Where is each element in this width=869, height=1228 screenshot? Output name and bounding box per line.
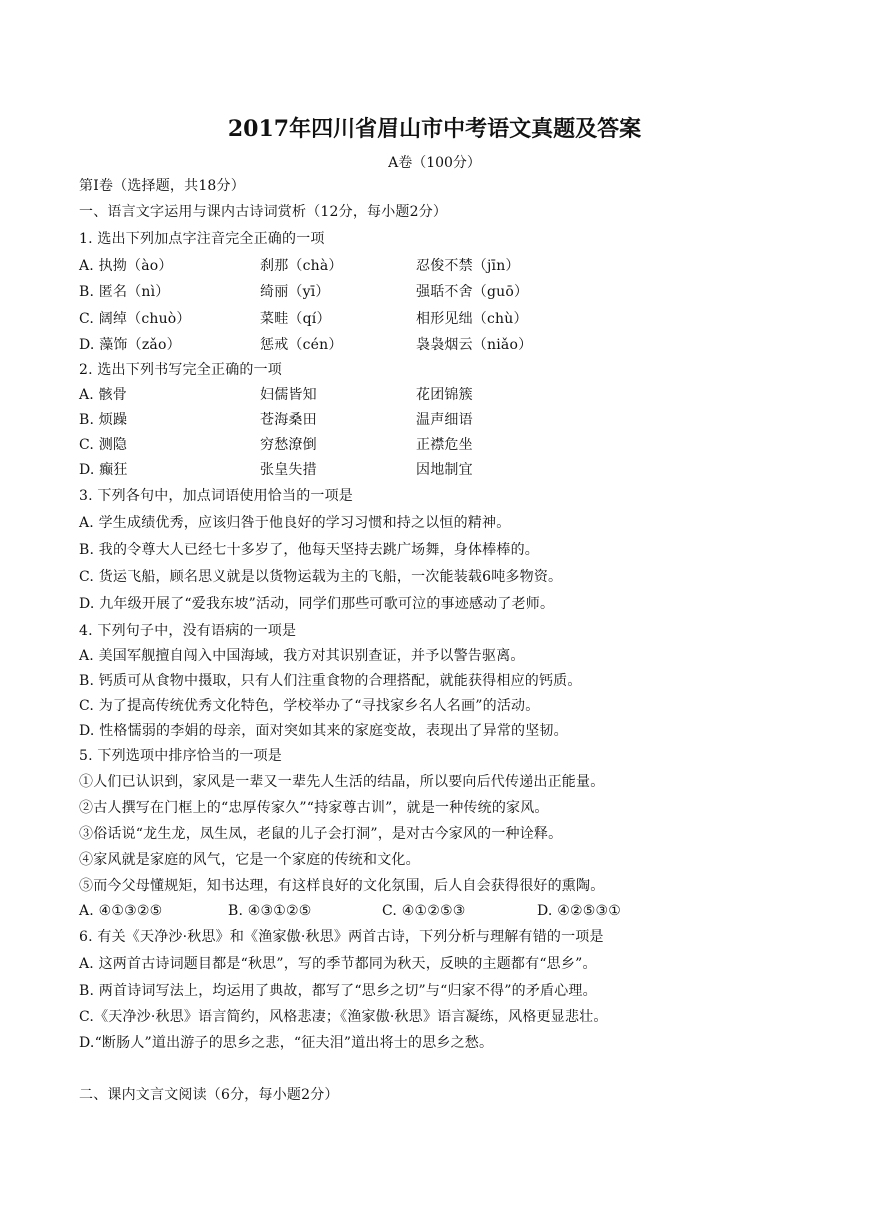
sentence-item: ④家风就是家庭的风气，它是一个家庭的传统和文化。 [79,852,420,868]
option-cell: A. 执拗（ào） [79,258,173,274]
option-cell: C. 测隐 [79,437,128,453]
option-cell: A. 骸骨 [79,387,128,403]
option-cell: 花团锦簇 [416,387,473,403]
option-cell: 绮丽（yī） [260,284,330,300]
option-cell: 相形见绌（chù） [416,311,528,327]
sentence-item: ①人们已认识到，家风是一辈又一辈先人生活的结晶，所以要向后代传递出正能量。 [79,774,605,790]
option-line: D. 九年级开展了“爱我东坡”活动，同学们那些可歌可泣的事迹感动了老师。 [79,596,555,612]
option-cell: 正襟危坐 [416,437,473,453]
option-cell: D. 癫狂 [79,462,128,478]
question-stem: 6. 有关《天净沙·秋思》和《渔家傲·秋思》两首古诗，下列分析与理解有错的一项是 [79,929,604,945]
option-cell: 刹那（chà） [260,258,343,274]
option-line: B. 我的令尊大人已经七十多岁了，他每天坚持去跳广场舞，身体棒棒的。 [79,542,539,558]
question-stem: 3. 下列各句中，加点词语使用恰当的一项是 [79,488,354,504]
part-heading: 二、课内文言文阅读（6分，每小题2分） [79,1087,339,1103]
question-stem: 5. 下列选项中排序恰当的一项是 [79,748,283,764]
document-title: 2017年四川省眉山市中考语文真题及答案 [227,116,642,142]
section-heading: 第Ⅰ卷（选择题，共18分） [79,178,245,194]
option-line: B. 钙质可从食物中摄取，只有人们注重食物的合理搭配，就能获得相应的钙质。 [79,673,582,689]
option-line: D.“断肠人”道出游子的思乡之悲，“征夫泪”道出将士的思乡之愁。 [79,1035,494,1051]
option-cell: A. ④①③②⑤ [79,903,163,919]
option-line: A. 这两首古诗词题目都是“秋思”，写的季节都同为秋天，反映的主题都有“思乡”。 [79,956,597,972]
option-cell: 菜畦（qí） [260,311,331,327]
option-cell: B. 匿名（nì） [79,284,170,300]
option-cell: 苍海桑田 [260,412,317,428]
option-line: B. 两首诗词写法上，均运用了典故，都写了“思乡之切”与“归家不得”的矛盾心理。 [79,983,597,999]
option-line: D. 性格懦弱的李娟的母亲，面对突如其来的家庭变故，表现出了异常的坚韧。 [79,723,568,739]
option-cell: 张皇失措 [260,462,317,478]
option-line: C. 货运飞船，顾名思义就是以货物运载为主的飞船，一次能装载6吨多物资。 [79,569,563,585]
sentence-item: ②古人撰写在门框上的“忠厚传家久”“持家尊古训”，就是一种传统的家风。 [79,800,549,816]
option-line: C.《天净沙·秋思》语言简约，风格悲凄；《渔家傲·秋思》语言凝练，风格更显悲壮。 [79,1009,608,1025]
sentence-item: ③俗话说“龙生龙，凤生凤，老鼠的儿子会打洞”，是对古今家风的一种诠释。 [79,826,563,842]
option-cell: 妇儒皆知 [260,387,317,403]
sentence-item: ⑤而今父母懂规矩，知书达理，有这样良好的文化氛围，后人自会获得很好的熏陶。 [79,878,605,894]
document-subtitle: A卷（100分） [388,155,481,171]
option-cell: 穷愁潦倒 [260,437,317,453]
option-cell: D. ④②⑤③① [537,903,621,919]
option-cell: C. ④①②⑤③ [382,903,466,919]
option-cell: D. 藻饰（zǎo） [79,337,181,353]
option-cell: 温声细语 [416,412,473,428]
option-cell: 忍俊不禁（jīn） [416,258,520,274]
option-cell: 因地制宜 [416,462,473,478]
question-stem: 2. 选出下列书写完全正确的一项 [79,362,283,378]
option-line: A. 学生成绩优秀，应该归咎于他良好的学习习惯和持之以恒的精神。 [79,515,511,531]
option-line: C. 为了提高传统优秀文化特色，学校举办了“寻找家乡名人名画”的活动。 [79,698,540,714]
option-cell: 强聒不舍（guō） [416,284,529,300]
option-cell: C. 阔绰（chuò） [79,311,191,327]
option-cell: 袅袅烟云（niǎo） [416,337,533,353]
question-stem: 4. 下列句子中，没有语病的一项是 [79,623,297,639]
option-cell: 惩戒（cén） [260,337,343,353]
option-line: A. 美国军舰擅自闯入中国海域，我方对其识别查证，并予以警告驱离。 [79,648,525,664]
part-heading: 一、语言文字运用与课内古诗词赏析（12分，每小题2分） [79,204,448,220]
option-cell: B. ④③①②⑤ [228,903,312,919]
option-cell: B. 烦躁 [79,412,128,428]
question-stem: 1. 选出下列加点字注音完全正确的一项 [79,231,325,247]
